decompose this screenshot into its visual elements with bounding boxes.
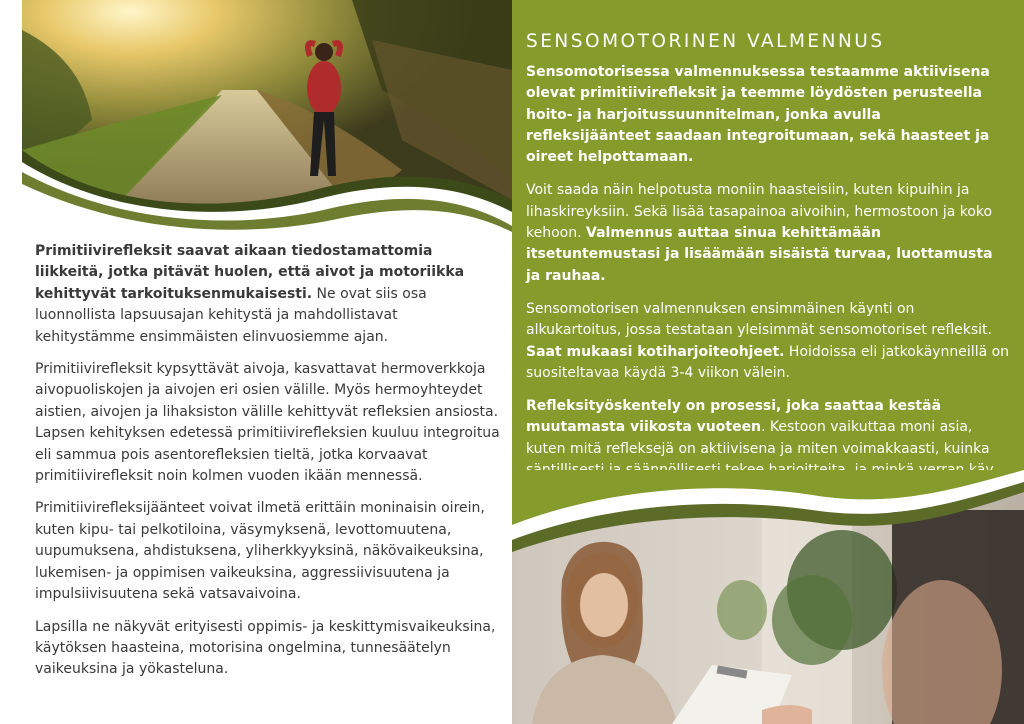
left-paragraph-3: Primitiivirefleksijäänteet voivat ilmetä erittäin moninaisin oirein, kuten kipu- tai pelkotiloina, väsymyksenä, levottomuutena, uupumuksena, ahdistuksena, yliherkkyyksinä, näkövaikeuksina, lukemisen- ja oppimisen vaikeuksina, aggressiivisuutena ja impulsiivisuutena sekä vatsavaivoina. (35, 500, 485, 603)
left-paragraph-4: Lapsilla ne näkyvät erityisesti oppimis- ja keskittymisvaikeuksina, käytöksen haasteina, motorisina ongelmina, tunnesäätelyn vaikeuksina ja yökasteluna. (35, 618, 496, 678)
right-paragraph-3-bold: Saat mukaasi kotiharjoiteohjeet. (526, 343, 785, 360)
woman-walking-on-forest-road-photo (22, 0, 512, 232)
therapy-session-with-clipboard-photo (512, 470, 1024, 724)
left-text-column (35, 241, 500, 692)
left-paragraph-1-rest: Ne ovat siis osa luonnollista lapsuusajan kehitystä ja mahdollistavat kehitystämme ensimmäisten elinvuosiemme ajan. (35, 285, 427, 345)
right-paragraph-3-text-a: Sensomotorisen valmennuksen ensimmäinen käynti on alkukartoitus, jossa testataan yleisimmät sensomotoriset refleksit. (526, 300, 992, 339)
right-paragraph-2-bold: Valmennus auttaa sinua kehittämään itsetuntemustasi ja lisäämään sisäistä turvaa, luottamusta ja rauhaa. (526, 225, 993, 284)
left-paragraph-1 (35, 241, 500, 348)
right-text-panel (512, 0, 1024, 500)
section-heading: SENSOMOTORINEN VALMENNUS (526, 31, 885, 52)
right-paragraph-4-text: . Kestoon vaikuttaa moni asia, kuten mitä refleksejä on aktiivisena ja miten voimakkaasti, kuinka (526, 419, 990, 457)
right-paragraph-4-bold: Refleksityöskentely on prosessi, joka saattaa kestää muutamasta viikosta vuoteen (526, 398, 942, 436)
right-paragraph-2-text: Voit saada näin helpotusta moniin haasteisiin, kuten kipuihin ja lihaskireyksiin. Sekä lisää tasapainoa aivoihin, hermostoon ja koko kehoon. (526, 182, 993, 242)
right-paragraph-3-text-c: Hoidoissa eli jatkokäynneillä on suositeltavaa käydä 3-4 viikon välein. (526, 343, 1010, 381)
right-paragraph-3 (526, 299, 1010, 384)
right-paragraph-2 (526, 180, 1010, 286)
right-lead-paragraph: Sensomotorisessa valmennuksessa testaamme aktiivisena olevat primitiivirefleksit ja teemme löydösten perusteella hoito- ja harjoitussuunnitelman, jonka avulla refleksijäänteet saadaan integroitumaan, sekä haasteet ja oireet helpottamaan. (526, 64, 990, 166)
left-paragraph-2: Primitiivirefleksit kypsyttävät aivoja, kasvattavat hermoverkkoja aivopuoliskojen ja aivojen eri osien välille. Myös hermoyhteydet aistien, aivojen ja lihaksiston välille kehittyvät refleksien ansiosta. Lapsen kehityksen edetessä primitiivirefleksien kuuluu integroitua eli sammua pois asentorefleksien tieltä, jotka korvaavat primitiivirefleksit noin kolmen vuoden ikään mennessä. (35, 361, 500, 485)
left-paragraph-1-bold: Primitiivirefleksit saavat aikaan tiedostamattomia liikkeitä, jotka pitävät huolen, että aivot ja motoriikka kehittyvät tarkoituksenmukaisesti. (35, 243, 465, 302)
